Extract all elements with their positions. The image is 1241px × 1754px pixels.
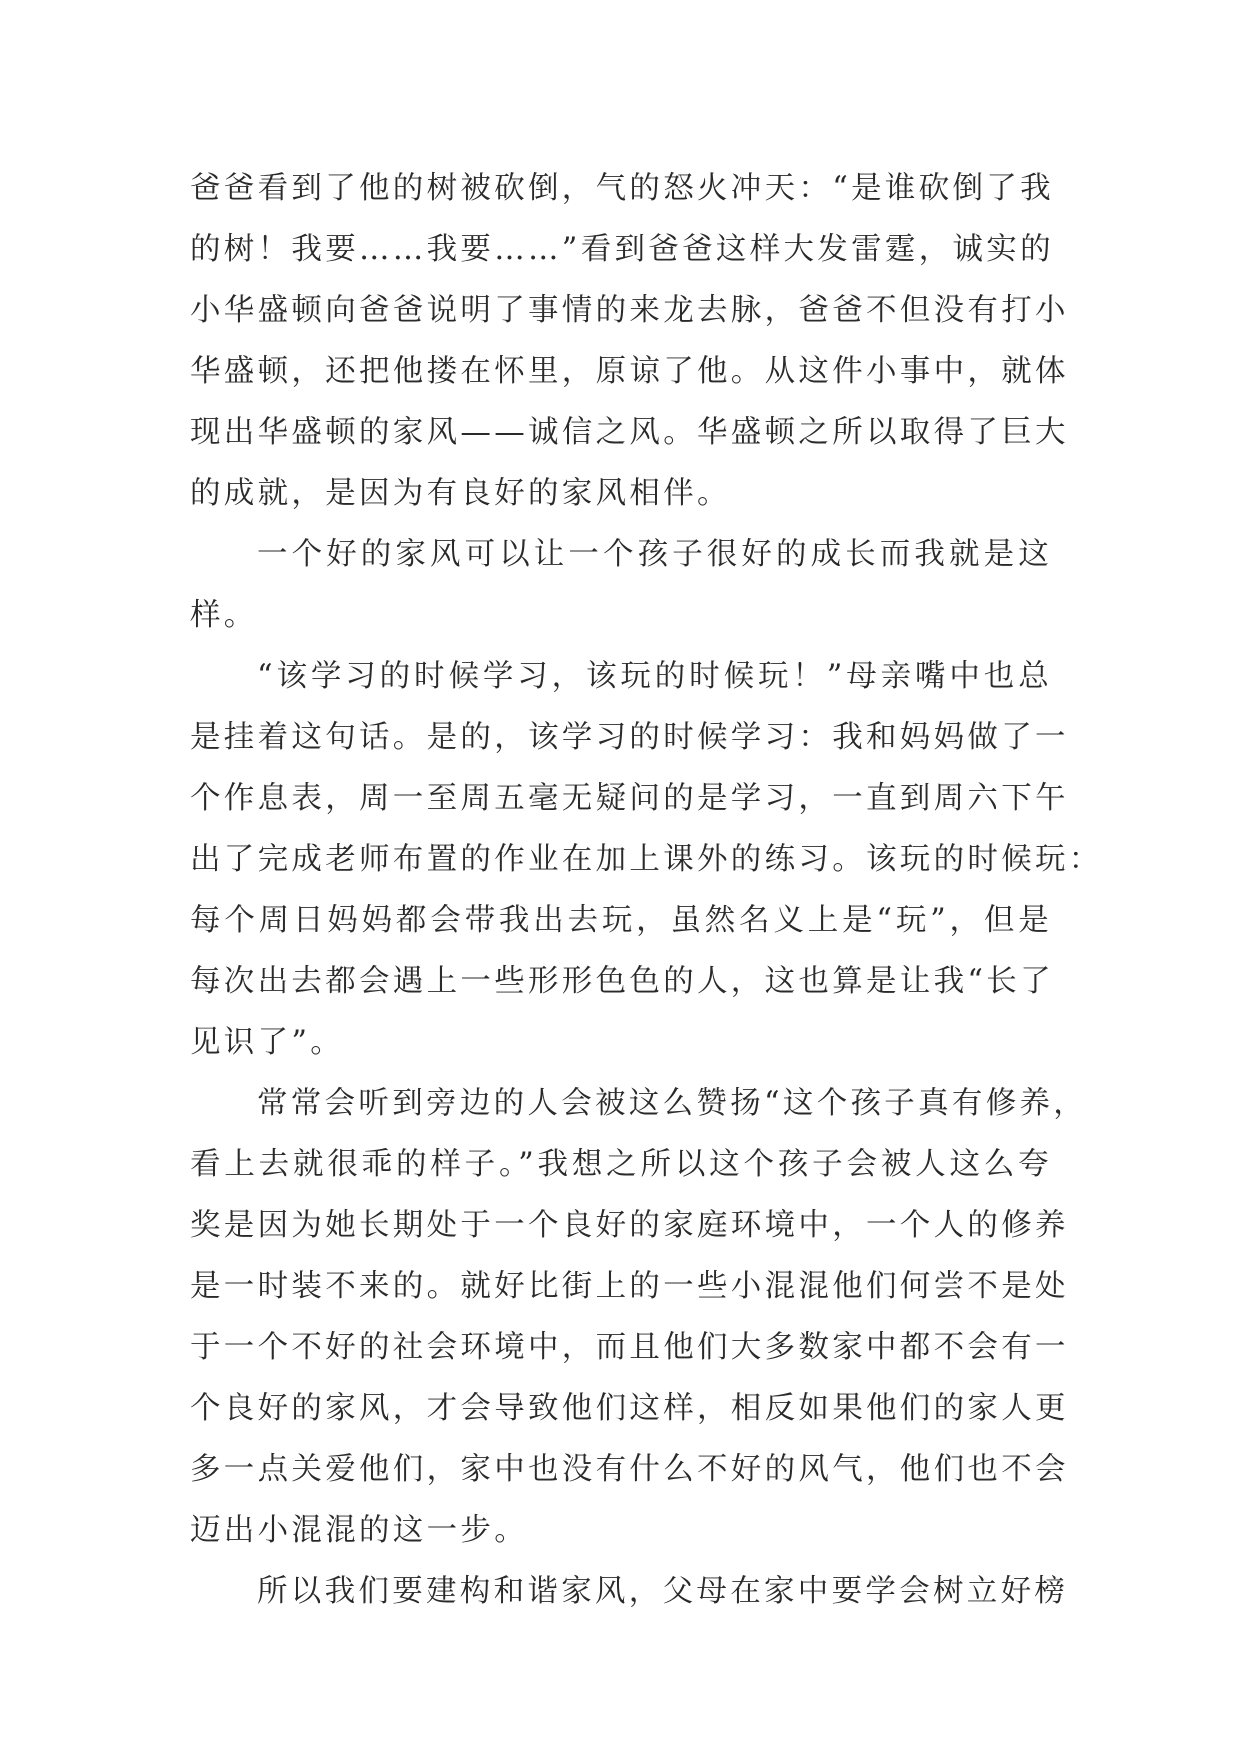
text-line: 于一个不好的社会环境中，而且他们大多数家中都不会有一 [190,1330,1069,1365]
paragraph-4 [190,1073,1088,1561]
text-line: “该学习的时候学习，该玩的时候玩！”母亲嘴中也总 [257,659,1052,694]
text-line: 常常会听到旁边的人会被这么赞扬“这个孩子真有修养， [257,1086,1088,1121]
text-line: 出了完成老师布置的作业在加上课外的练习。该玩的时候玩： [190,842,1103,877]
text-line: 每个周日妈妈都会带我出去玩，虽然名义上是“玩”，但是 [190,903,1052,938]
paragraph-2 [190,524,1052,646]
text-line: 所以我们要建构和谐家风，父母在家中要学会树立好榜 [257,1574,1069,1609]
text-line: 小华盛顿向爸爸说明了事情的来龙去脉，爸爸不但没有打小 [190,293,1069,328]
text-line: 每次出去都会遇上一些形形色色的人，这也算是让我“长了 [190,964,1054,999]
text-line: 爸爸看到了他的树被砍倒，气的怒火冲天：“是谁砍倒了我 [190,171,1054,206]
paragraph-3 [190,646,1103,1073]
text-line: 华盛顿，还把他搂在怀里，原谅了他。从这件小事中，就体 [190,354,1069,389]
text-line: 样。 [190,598,258,633]
text-line: 迈出小混混的这一步。 [190,1513,528,1548]
text-line: 是一时装不来的。就好比街上的一些小混混他们何尝不是处 [190,1269,1069,1304]
text-line: 的成就，是因为有良好的家风相伴。 [190,476,731,511]
text-line: 看上去就很乖的样子。”我想之所以这个孩子会被人这么夸 [190,1147,1052,1182]
text-line: 见识了”。 [190,1025,345,1060]
text-line: 个作息表，周一至周五毫无疑问的是学习，一直到周六下午 [190,781,1069,816]
document-body [190,158,1103,1622]
text-line: 的树！我要……我要……”看到爸爸这样大发雷霆，诚实的 [190,232,1054,267]
text-line: 是挂着这句话。是的，该学习的时候学习：我和妈妈做了一 [190,720,1069,755]
paragraph-5 [190,1561,1069,1622]
text-line: 个良好的家风，才会导致他们这样，相反如果他们的家人更 [190,1391,1069,1426]
text-line: 一个好的家风可以让一个孩子很好的成长而我就是这 [257,537,1052,572]
text-line: 奖是因为她长期处于一个良好的家庭环境中，一个人的修养 [190,1208,1069,1243]
text-line: 现出华盛顿的家风——诚信之风。华盛顿之所以取得了巨大 [190,415,1069,450]
text-line: 多一点关爱他们，家中也没有什么不好的风气，他们也不会 [190,1452,1069,1487]
paragraph-1 [190,158,1069,524]
